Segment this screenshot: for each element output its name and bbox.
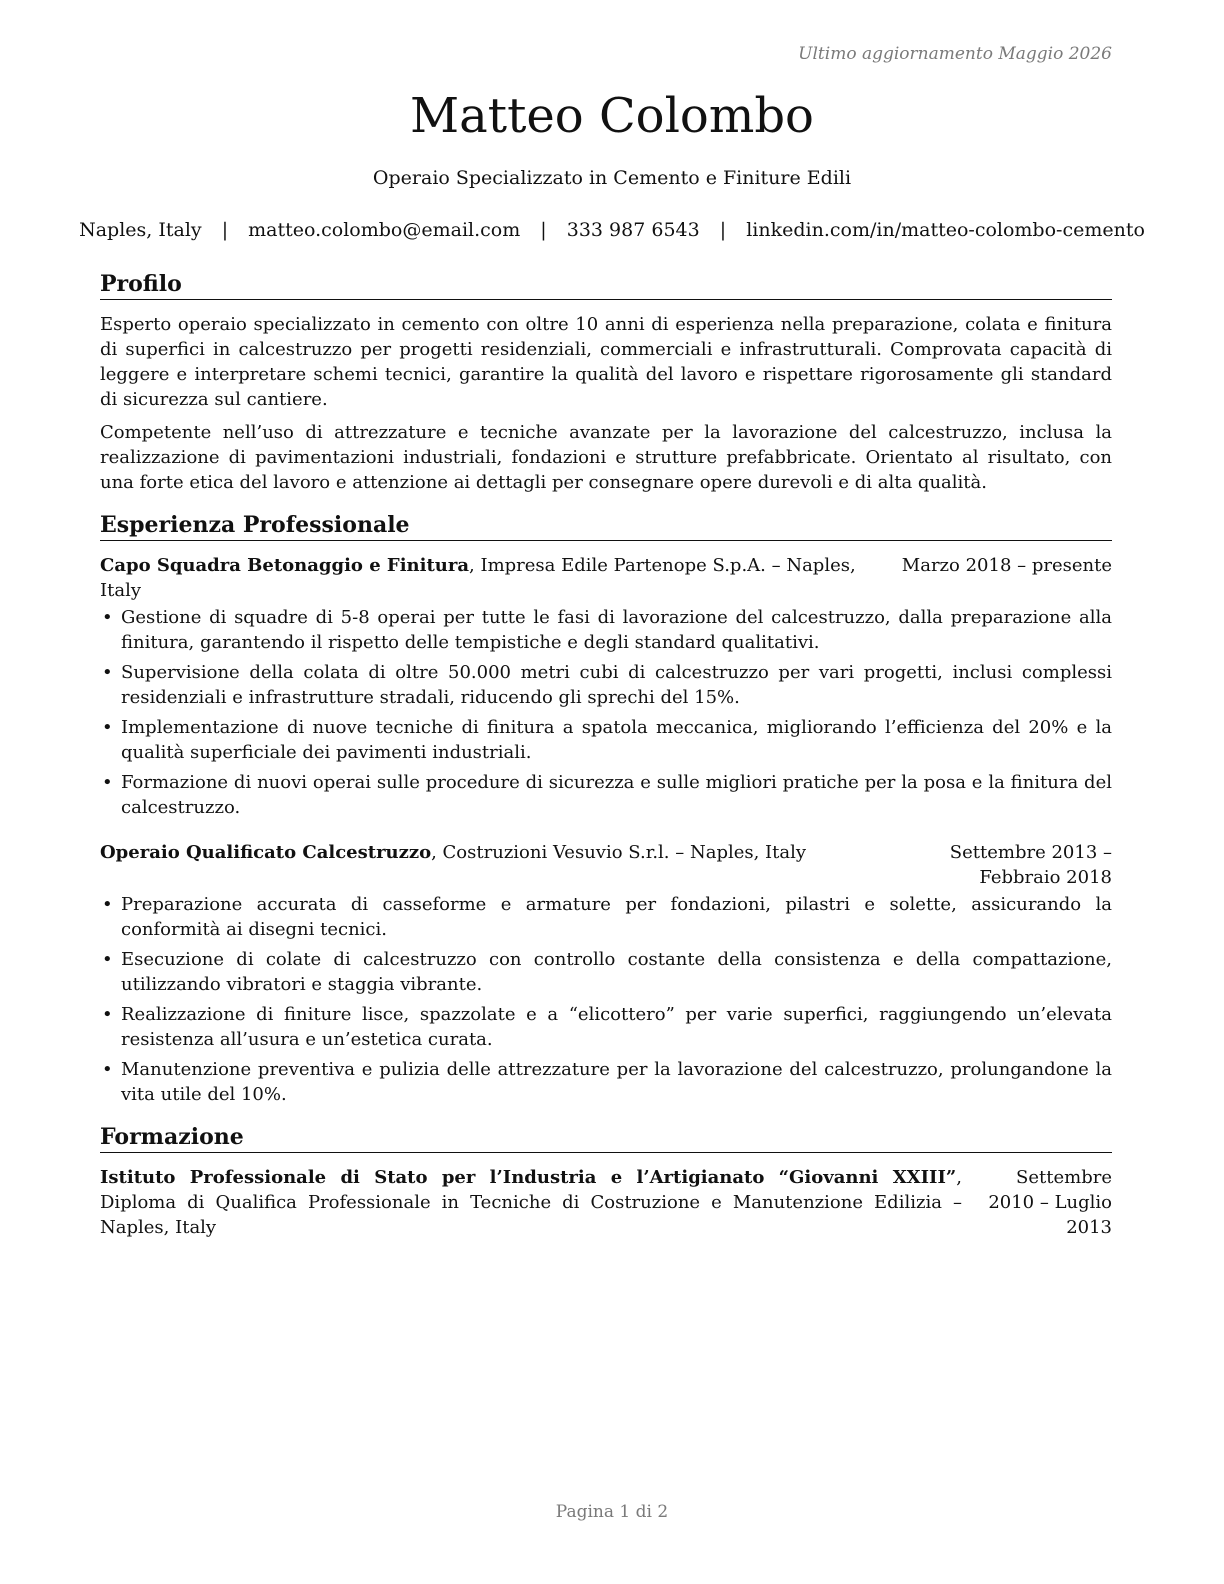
job-company: , Impresa Edile Partenope S.p.A. – Naples, Italy xyxy=(100,555,856,601)
job-bullets xyxy=(100,605,1112,820)
job-role: Capo Squadra Betonaggio e Finitura xyxy=(100,555,470,576)
job-bullet: • Esecuzione di colate di calcestruzzo con controllo costante della consistenza e della compattazione, utilizzando vibratori e staggia vibrante. xyxy=(100,947,1112,997)
job-bullet: • Supervisione della colata di oltre 50.000 metri cubi di calcestruzzo per vari progetti, inclusi complessi residenziali e infrastrutture stradali, riducendo gli sprechi del 15%. xyxy=(100,660,1112,710)
contact-linkedin[interactable]: linkedin.com/in/matteo-colombo-cemento xyxy=(746,219,1145,241)
job-bullet: • Implementazione di nuove tecniche di finitura a spatola meccanica, migliorando l’efficienza del 20% e la qualità superficiale dei pavimenti industriali. xyxy=(100,715,1112,765)
profile-paragraph: Esperto operaio specializzato in cemento con oltre 10 anni di esperienza nella preparazione, colata e finitura di superfici in calcestruzzo per progetti residenziali, commerciali e infrastrutturali. Comprovata capacità di leggere e interpretare schemi tecnici, garantire la qualità del lavoro e rispettare rigorosamente gli standard di sicurezza sul cantiere. xyxy=(100,314,1112,410)
job-bullet: • Formazione di nuovi operai sulle procedure di sicurezza e sulle migliori pratiche per la posa e la finitura del calcestruzzo. xyxy=(100,770,1112,820)
contact-location: Naples, Italy xyxy=(79,219,202,241)
last-updated: Ultimo aggiornamento Maggio 2026 xyxy=(798,44,1112,64)
education-section xyxy=(100,1123,1112,1240)
job-bullet: • Realizzazione di finiture lisce, spazzolate e a “elicottero” per varie superfici, raggiungendo un’elevata resistenza all’usura e un’estetica curata. xyxy=(100,1002,1112,1052)
page-number: Pagina 1 di 2 xyxy=(555,1502,669,1522)
contact-phone[interactable]: 333 987 6543 xyxy=(566,219,700,241)
job-bullet: • Preparazione accurata di casseforme e armature per fondazioni, pilastri e solette, assicurando la conformità ai disegni tecnici. xyxy=(100,892,1112,942)
candidate-headline: Operaio Specializzato in Cemento e Finiture Edili xyxy=(372,167,852,189)
job-bullets xyxy=(100,892,1112,1107)
education-detail: , Diploma di Qualifica Professionale in Tecniche di Costruzione e Manutenzione Edilizia – Naples, Italy xyxy=(100,1167,962,1238)
experience-section xyxy=(100,511,1112,1107)
education-dates: Settembre 2010 – Luglio 2013 xyxy=(988,1167,1112,1238)
job-header xyxy=(100,553,1112,603)
job-role: Operaio Qualificato Calcestruzzo xyxy=(100,842,432,863)
job-dates: Settembre 2013 – Febbraio 2018 xyxy=(949,842,1112,888)
section-title-experience: Esperienza Professionale xyxy=(100,511,1112,541)
job-bullet: • Gestione di squadre di 5-8 operai per tutte le fasi di lavorazione del calcestruzzo, dalla preparazione alla finitura, garantendo il rispetto delle tempistiche e degli standard qualitativi. xyxy=(100,605,1112,655)
contact-separator: | xyxy=(540,219,547,241)
job-bullet: • Manutenzione preventiva e pulizia delle attrezzature per la lavorazione del calcestruzzo, prolungandone la vita utile del 10%. xyxy=(100,1057,1112,1107)
section-title-profile: Profilo xyxy=(100,270,1112,300)
section-title-education: Formazione xyxy=(100,1123,1112,1153)
profile-section xyxy=(100,270,1112,495)
contact-line xyxy=(0,219,1224,241)
job-dates: Marzo 2018 – presente xyxy=(901,555,1112,576)
education-item xyxy=(100,1165,1112,1240)
profile-paragraph: Competente nell’uso di attrezzature e tecniche avanzate per la lavorazione del calcestruzzo, inclusa la realizzazione di pavimentazioni industriali, fondazioni e strutture prefabbricate. Orientato al risultato, con una forte etica del lavoro e attenzione ai dettagli per consegnare opere durevoli e di alta qualità. xyxy=(100,422,1112,493)
job-header xyxy=(100,840,1112,890)
education-school: Istituto Professionale di Stato per l’Industria e l’Artigianato “Giovanni XXIII” xyxy=(100,1167,957,1188)
contact-separator: | xyxy=(719,219,727,241)
resume-content xyxy=(100,270,1112,1256)
contact-separator: | xyxy=(221,219,229,241)
job-company: , Costruzioni Vesuvio S.r.l. – Naples, Italy xyxy=(431,842,807,863)
contact-email[interactable]: matteo.colombo@email.com xyxy=(248,219,521,241)
candidate-name: Matteo Colombo xyxy=(410,88,814,144)
